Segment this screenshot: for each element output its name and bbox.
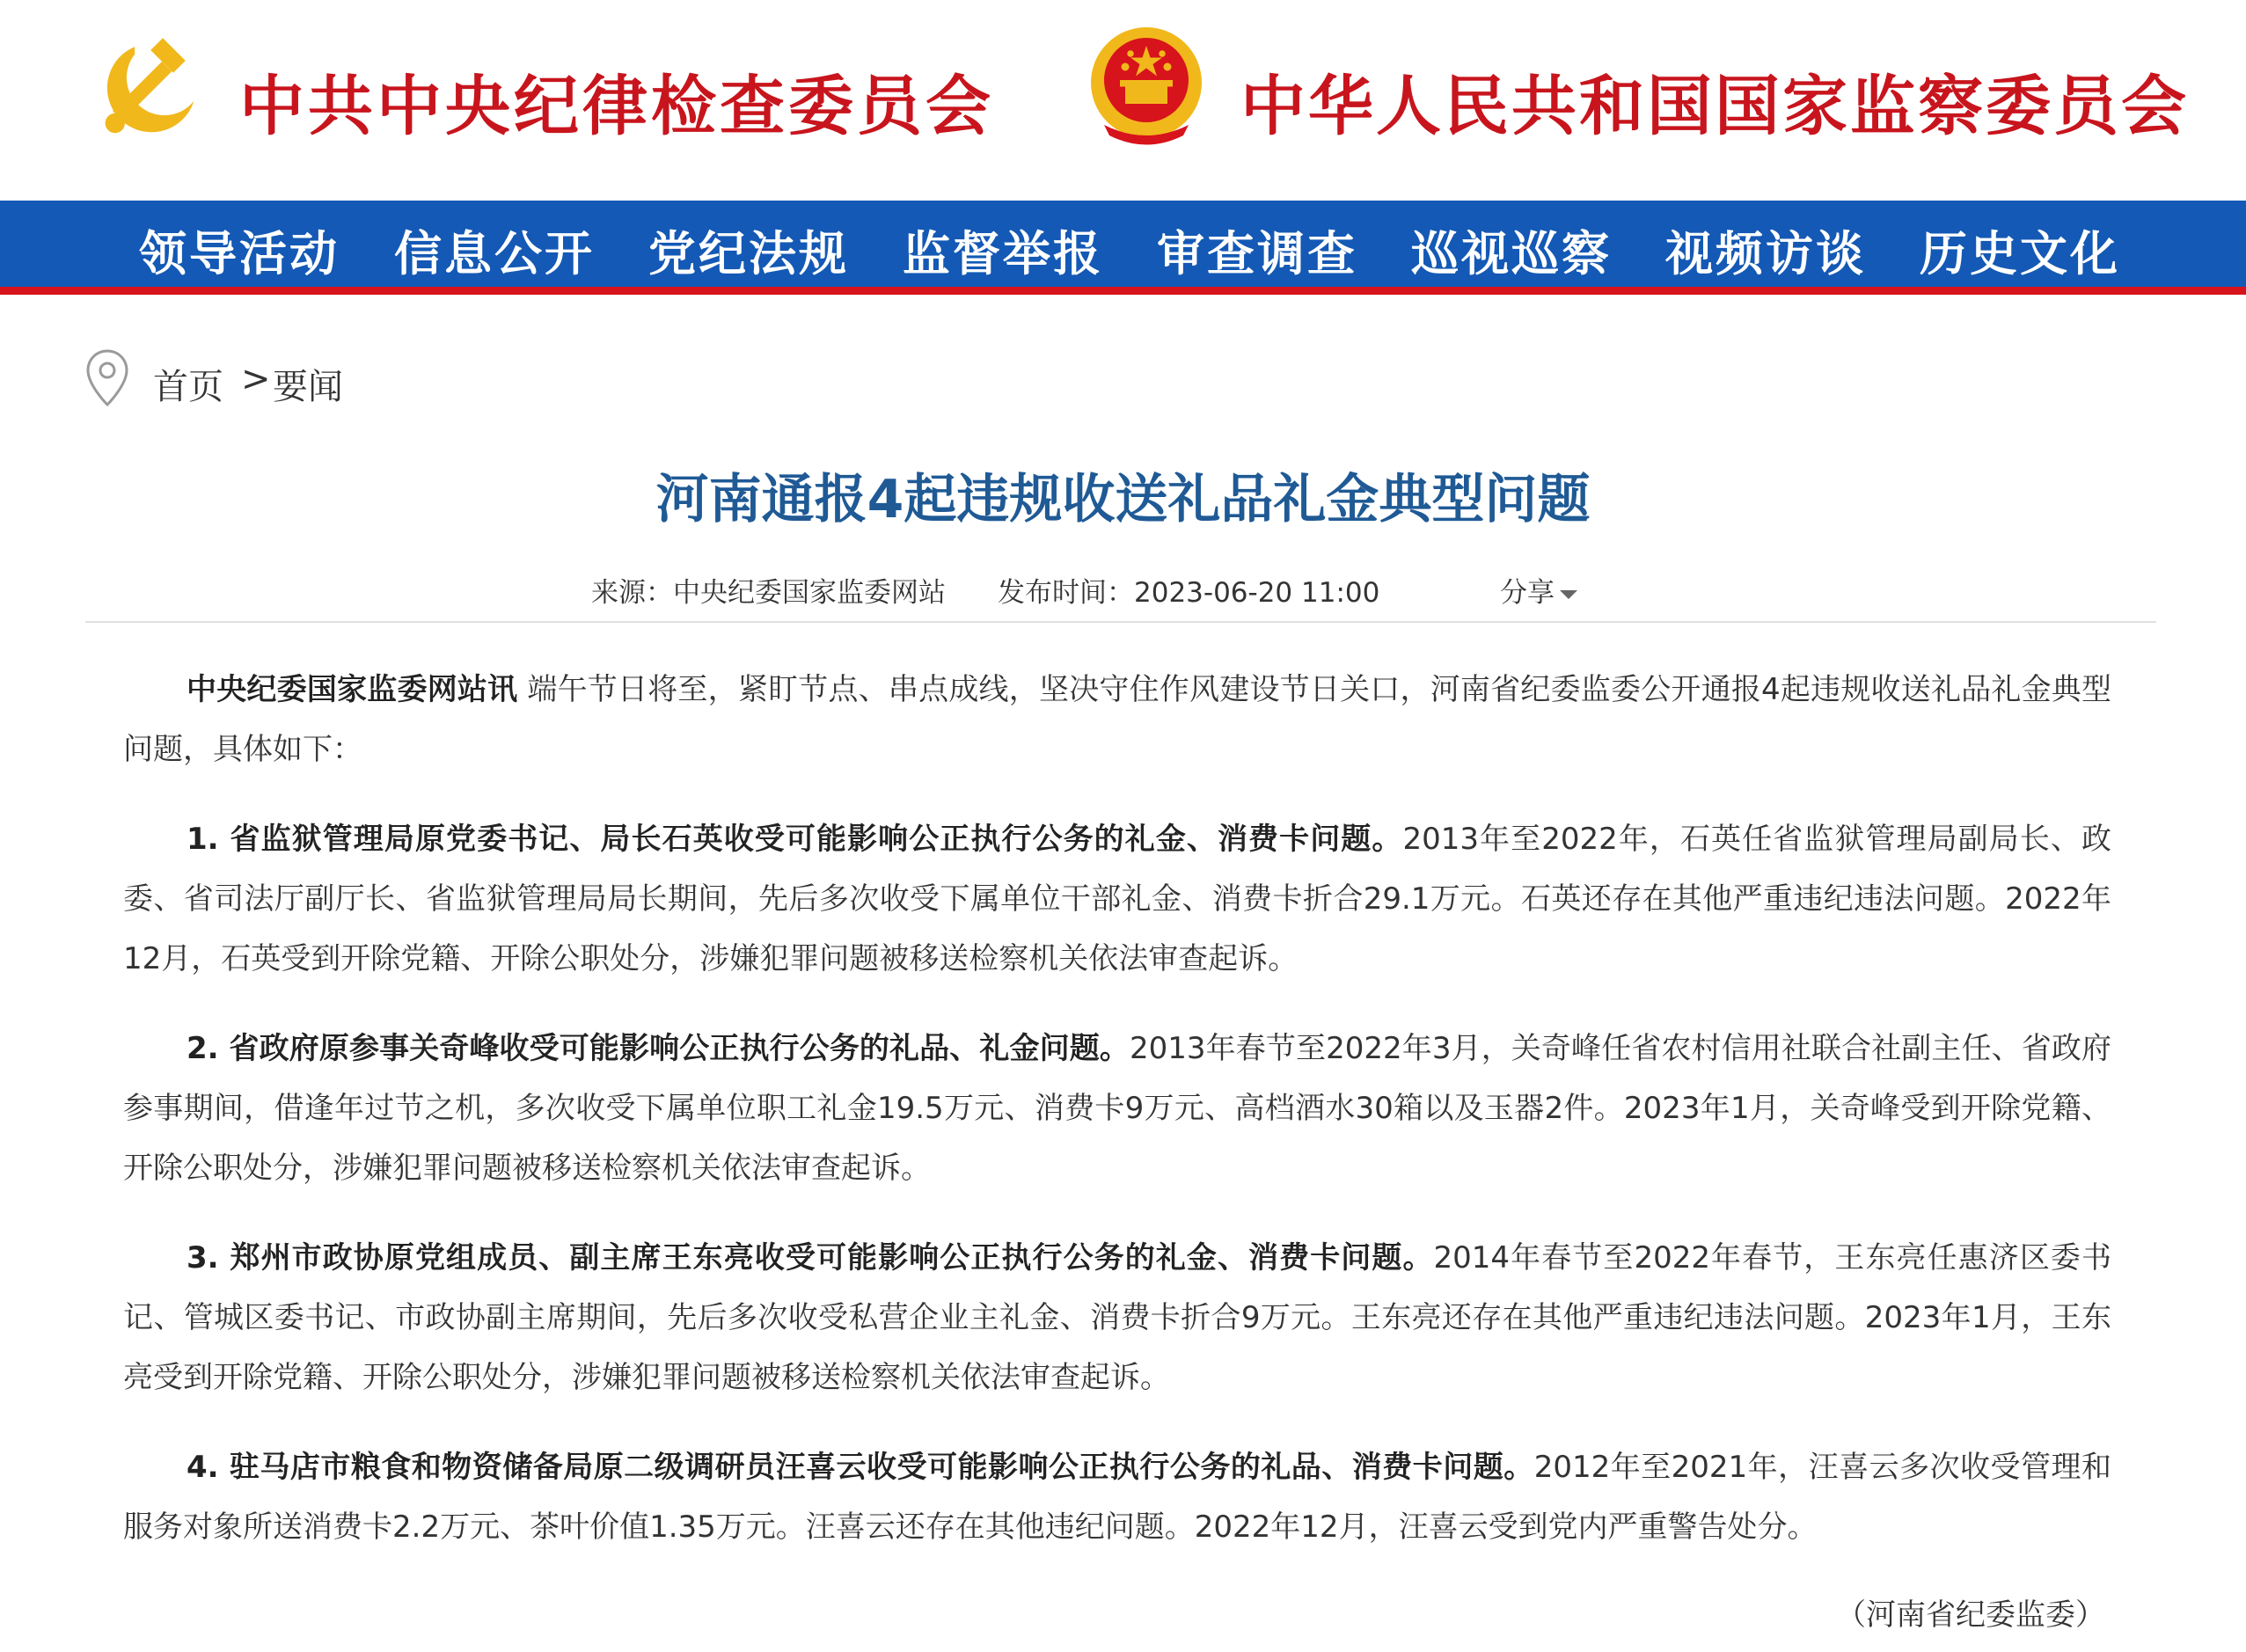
case-heading: 2. 省政府原参事关奇峰收受可能影响公正执行公务的礼品、礼金问题。 — [187, 1031, 1130, 1066]
chevron-down-icon — [1560, 590, 1577, 599]
article-publish-time: 发布时间：2023-06-20 11:00 — [998, 577, 1380, 609]
case-text: 2013年春节至2022年3月，关奇峰任省农村信用社联合社副主任、省政府参事期间，借逢年过节之机，多次收受下属单位职工礼金19.5万元、消费卡9万元、高档酒水30箱以及玉器2件。2023年1月，关奇峰受到开除党籍、开除公职处分，涉嫌犯罪问题被移送检察机关依法审查起诉。 — [123, 1031, 2111, 1186]
cpc-ccdi-title[interactable]: 中共中央纪律检查委员会 — [239, 69, 994, 144]
case-paragraph-4 — [123, 1437, 2111, 1557]
intro-lead: 中央纪委国家监委网站讯 — [187, 672, 518, 707]
nav-item-info-disclosure[interactable]: 信息公开 — [394, 225, 595, 281]
main-nav — [0, 201, 2246, 295]
case-text: 2012年至2021年，汪喜云多次收受管理和服务对象所送消费卡2.2万元、茶叶价值1.35万元。汪喜云还存在其他违纪问题。2022年12月，汪喜云受到党内严重警告处分。 — [123, 1450, 2111, 1545]
case-paragraph-1 — [123, 809, 2111, 989]
nav-item-supervision-report[interactable]: 监督举报 — [903, 225, 1103, 281]
case-text: 2014年春节至2022年春节，王东亮任惠济区委书记、管城区委书记、市政协副主席期间，先后多次收受私营企业主礼金、消费卡折合9万元。王东亮还存在其他严重违纪违法问题。2023年1月，王东亮受到开除党籍、开除公职处分，涉嫌犯罪问题被移送检察机关依法审查起诉。 — [123, 1240, 2111, 1395]
nav-item-party-rules[interactable]: 党纪法规 — [648, 225, 849, 281]
party-emblem-icon[interactable] — [88, 25, 211, 148]
site-header — [0, 0, 2246, 201]
intro-text: 端午节日将至，紧盯节点、串点成线，坚决守住作风建设节日关口，河南省纪委监委公开通报4起违规收送礼品礼金典型问题，具体如下： — [123, 672, 2112, 767]
share-button[interactable] — [1500, 570, 1577, 610]
share-label: 分享 — [1500, 577, 1555, 609]
breadcrumb-separator: > — [241, 359, 271, 399]
nav-item-video-interviews[interactable]: 视频访谈 — [1665, 225, 1866, 281]
nsc-title[interactable]: 中华人民共和国国家监察委员会 — [1240, 69, 2189, 144]
article-footer-source: （河南省纪委监委） — [1836, 1597, 2105, 1633]
case-heading: 1. 省监狱管理局原党委书记、局长石英收受可能影响公正执行公务的礼金、消费卡问题。 — [187, 822, 1403, 857]
case-text: 2013年至2022年，石英任省监狱管理局副局长、政委、省司法厅副厅长、省监狱管理局局长期间，先后多次收受下属单位干部礼金、消费卡折合29.1万元。石英还存在其他严重违纪违法问题。2022年12月，石英受到开除党籍、开除公职处分，涉嫌犯罪问题被移送检察机关依法审查起诉。 — [123, 822, 2111, 976]
case-paragraph-3 — [123, 1228, 2111, 1407]
nav-item-leadership[interactable]: 领导活动 — [139, 225, 340, 281]
breadcrumb-current[interactable]: 要闻 — [273, 367, 343, 407]
nav-item-investigation[interactable]: 审查调查 — [1157, 225, 1357, 281]
case-paragraph-2 — [123, 1019, 2111, 1198]
intro-paragraph — [123, 660, 2111, 779]
case-heading: 4. 驻马店市粮食和物资储备局原二级调研员汪喜云收受可能影响公正执行公务的礼品、消费卡问题。 — [187, 1450, 1534, 1485]
nav-item-history-culture[interactable]: 历史文化 — [1920, 225, 2120, 281]
breadcrumb-home-link[interactable]: 首页 — [153, 367, 223, 407]
case-heading: 3. 郑州市政协原党组成员、副主席王东亮收受可能影响公正执行公务的礼金、消费卡问题。 — [187, 1240, 1434, 1276]
meta-divider — [85, 621, 2156, 623]
location-pin-icon — [84, 348, 130, 408]
article-title: 河南通报4起违规收送礼品礼金典型问题 — [655, 469, 1591, 530]
national-emblem-icon[interactable] — [1080, 19, 1212, 151]
nav-item-inspection[interactable]: 巡视巡察 — [1411, 225, 1612, 281]
article-body — [123, 660, 2111, 1587]
article-source: 来源：中央纪委国家监委网站 — [591, 577, 946, 609]
